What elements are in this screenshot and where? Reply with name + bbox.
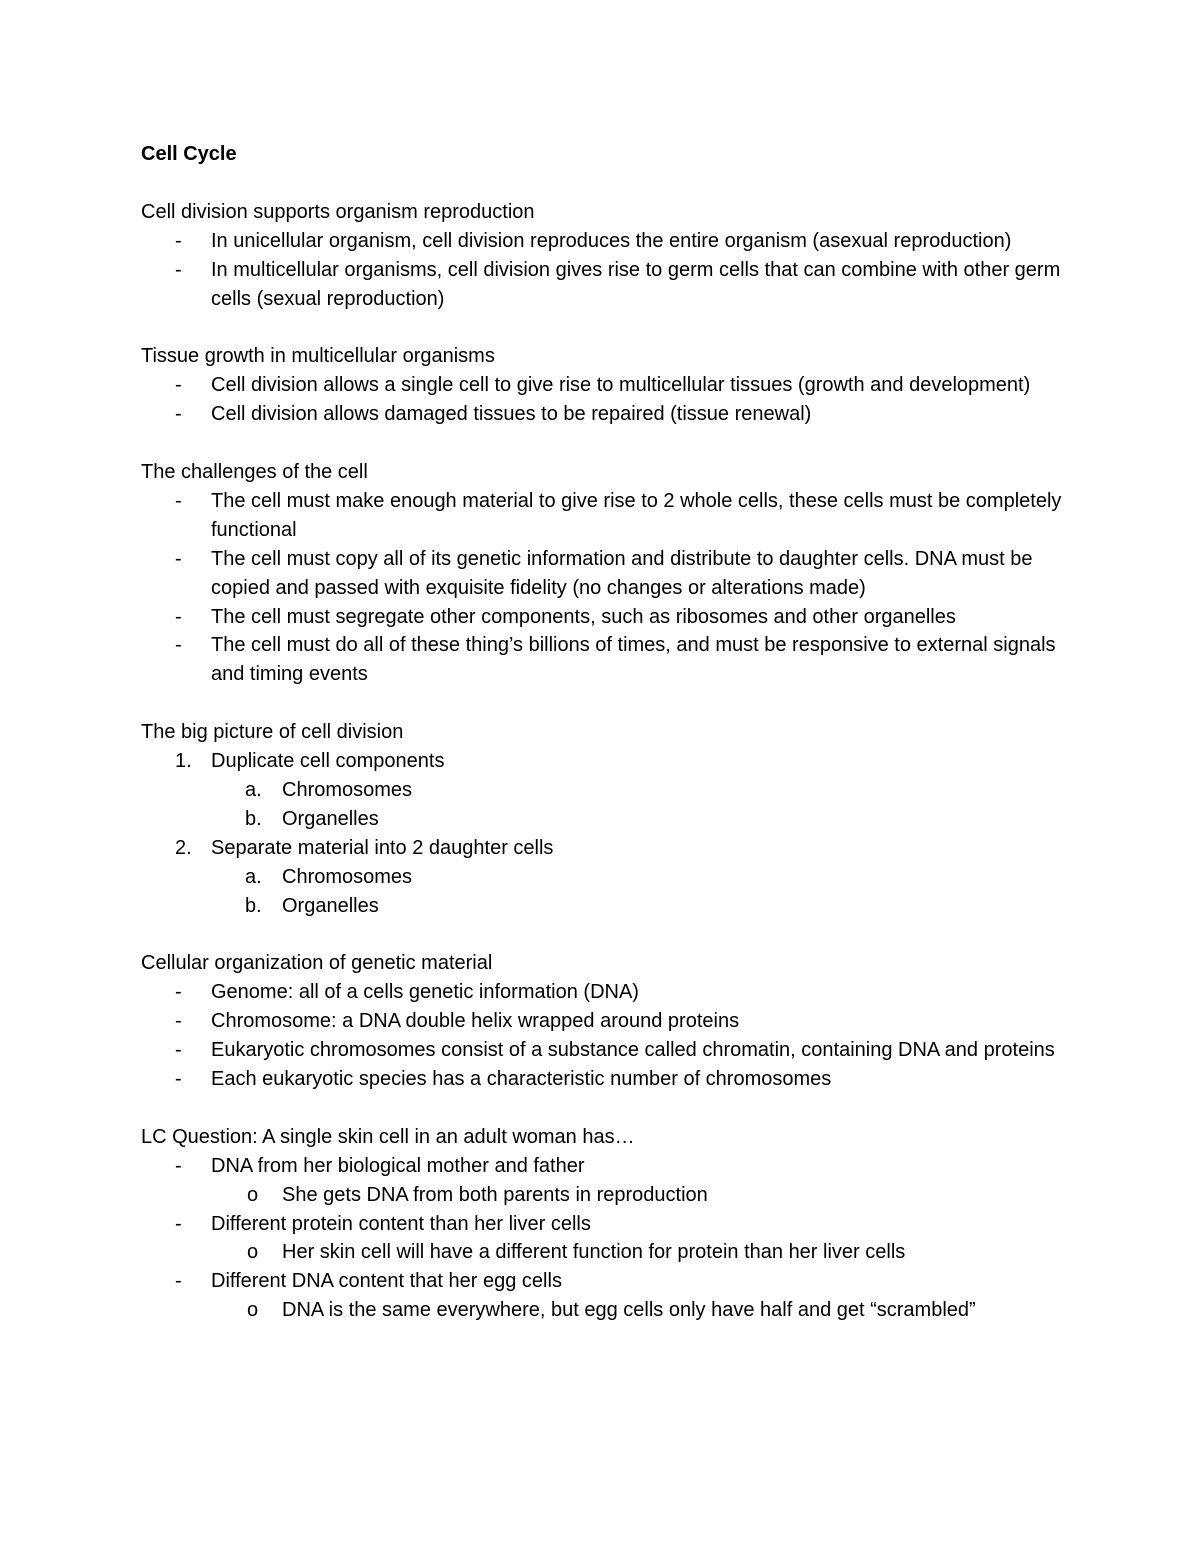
section-heading: The challenges of the cell — [141, 461, 368, 484]
section-reproduction — [141, 198, 1071, 314]
circle-bullet: o — [247, 1183, 259, 1206]
lettered-item-text: Organelles — [282, 894, 379, 917]
sub-list-item — [141, 1238, 1071, 1267]
list-item-text: The cell must do all of these thing’s billions of times, and must be responsive to external signals and timing events — [211, 634, 1056, 686]
lettered-item — [141, 863, 1071, 892]
dash-bullet: - — [175, 258, 182, 281]
dash-bullet: - — [175, 547, 182, 570]
list-item-text: Chromosome: a DNA double helix wrapped around proteins — [211, 1010, 740, 1033]
list-item-text: Genome: all of a cells genetic information (DNA) — [211, 981, 639, 1004]
dash-bullet: - — [175, 1068, 182, 1091]
dash-bullet: - — [175, 605, 182, 628]
section-challenges — [141, 458, 1071, 689]
list-item-text: DNA from her biological mother and father — [211, 1154, 585, 1177]
section-heading: LC Question: A single skin cell in an adult woman has… — [141, 1125, 635, 1148]
lettered-item-text: Chromosomes — [282, 778, 413, 801]
dash-bullet: - — [175, 634, 182, 657]
list-item-text: In unicellular organism, cell division reproduces the entire organism (asexual reproduction) — [211, 229, 1012, 252]
section-heading: Cellular organization of genetic material — [141, 952, 493, 975]
dash-bullet: - — [175, 374, 182, 397]
list-letter: a. — [245, 778, 262, 801]
list-item-text: The cell must segregate other components, such as ribosomes and other organelles — [211, 605, 956, 628]
sub-list-item-text: DNA is the same everywhere, but egg cells only have half and get “scrambled” — [282, 1299, 976, 1322]
list-item — [141, 631, 1071, 689]
list-item — [141, 1036, 1071, 1065]
document-title: Cell Cycle — [141, 143, 237, 165]
dash-bullet: - — [175, 1039, 182, 1062]
list-item-text: Cell division allows damaged tissues to be repaired (tissue renewal) — [211, 403, 812, 426]
list-item-text: Each eukaryotic species has a characteristic number of chromosomes — [211, 1068, 832, 1091]
list-item — [141, 1267, 1071, 1296]
list-item — [141, 545, 1071, 603]
list-number: 2. — [175, 836, 192, 859]
dash-bullet: - — [175, 981, 182, 1004]
numbered-item — [141, 834, 1071, 863]
list-item-text: Different DNA content that her egg cells — [211, 1270, 562, 1293]
sub-list-item-text: She gets DNA from both parents in reproduction — [282, 1183, 708, 1206]
lettered-item-text: Organelles — [282, 807, 379, 830]
dash-bullet: - — [175, 403, 182, 426]
list-number: 1. — [175, 750, 192, 773]
sub-list-item — [141, 1296, 1071, 1325]
list-item — [141, 487, 1071, 545]
list-letter: b. — [245, 807, 262, 830]
list-letter: a. — [245, 865, 262, 888]
list-item-text: The cell must make enough material to give rise to 2 whole cells, these cells must be completely functional — [211, 489, 1062, 541]
section-lc-question — [141, 1123, 1071, 1325]
circle-bullet: o — [247, 1299, 259, 1322]
document-page — [141, 140, 1071, 1354]
list-item — [141, 371, 1071, 400]
list-item-text: In multicellular organisms, cell division gives rise to germ cells that can combine with other germ cells (sexual reproduction) — [211, 258, 1061, 310]
section-genetic-organization — [141, 949, 1071, 1094]
section-heading: Tissue growth in multicellular organisms — [141, 345, 495, 368]
dash-bullet: - — [175, 1010, 182, 1033]
numbered-item — [141, 747, 1071, 776]
section-big-picture — [141, 718, 1071, 920]
numbered-item-text: Duplicate cell components — [211, 750, 445, 773]
dash-bullet: - — [175, 1212, 182, 1235]
lettered-item-text: Chromosomes — [282, 865, 413, 888]
lettered-item — [141, 805, 1071, 834]
list-item — [141, 1065, 1071, 1094]
dash-bullet: - — [175, 489, 182, 512]
list-item — [141, 603, 1071, 632]
section-heading: Cell division supports organism reproduction — [141, 200, 535, 223]
lettered-item — [141, 892, 1071, 921]
list-item — [141, 1210, 1071, 1239]
list-letter: b. — [245, 894, 262, 917]
list-item-text: Cell division allows a single cell to give rise to multicellular tissues (growth and development) — [211, 374, 1031, 397]
list-item-text: The cell must copy all of its genetic information and distribute to daughter cells. DNA must be copied and passed with exquisite fidelity (no changes or alterations made) — [211, 547, 1033, 599]
list-item — [141, 400, 1071, 429]
list-item — [141, 227, 1071, 256]
section-heading: The big picture of cell division — [141, 721, 404, 744]
list-item — [141, 256, 1071, 314]
list-item-text: Different protein content than her liver cells — [211, 1212, 591, 1235]
list-item-text: Eukaryotic chromosomes consist of a substance called chromatin, containing DNA and proteins — [211, 1039, 1055, 1062]
list-item — [141, 1152, 1071, 1181]
list-item — [141, 1007, 1071, 1036]
numbered-item-text: Separate material into 2 daughter cells — [211, 836, 554, 859]
circle-bullet: o — [247, 1241, 259, 1264]
dash-bullet: - — [175, 1154, 182, 1177]
section-tissue-growth — [141, 342, 1071, 429]
sub-list-item-text: Her skin cell will have a different function for protein than her liver cells — [282, 1241, 906, 1264]
lettered-item — [141, 776, 1071, 805]
sub-list-item — [141, 1181, 1071, 1210]
list-item — [141, 978, 1071, 1007]
dash-bullet: - — [175, 229, 182, 252]
dash-bullet: - — [175, 1270, 182, 1293]
